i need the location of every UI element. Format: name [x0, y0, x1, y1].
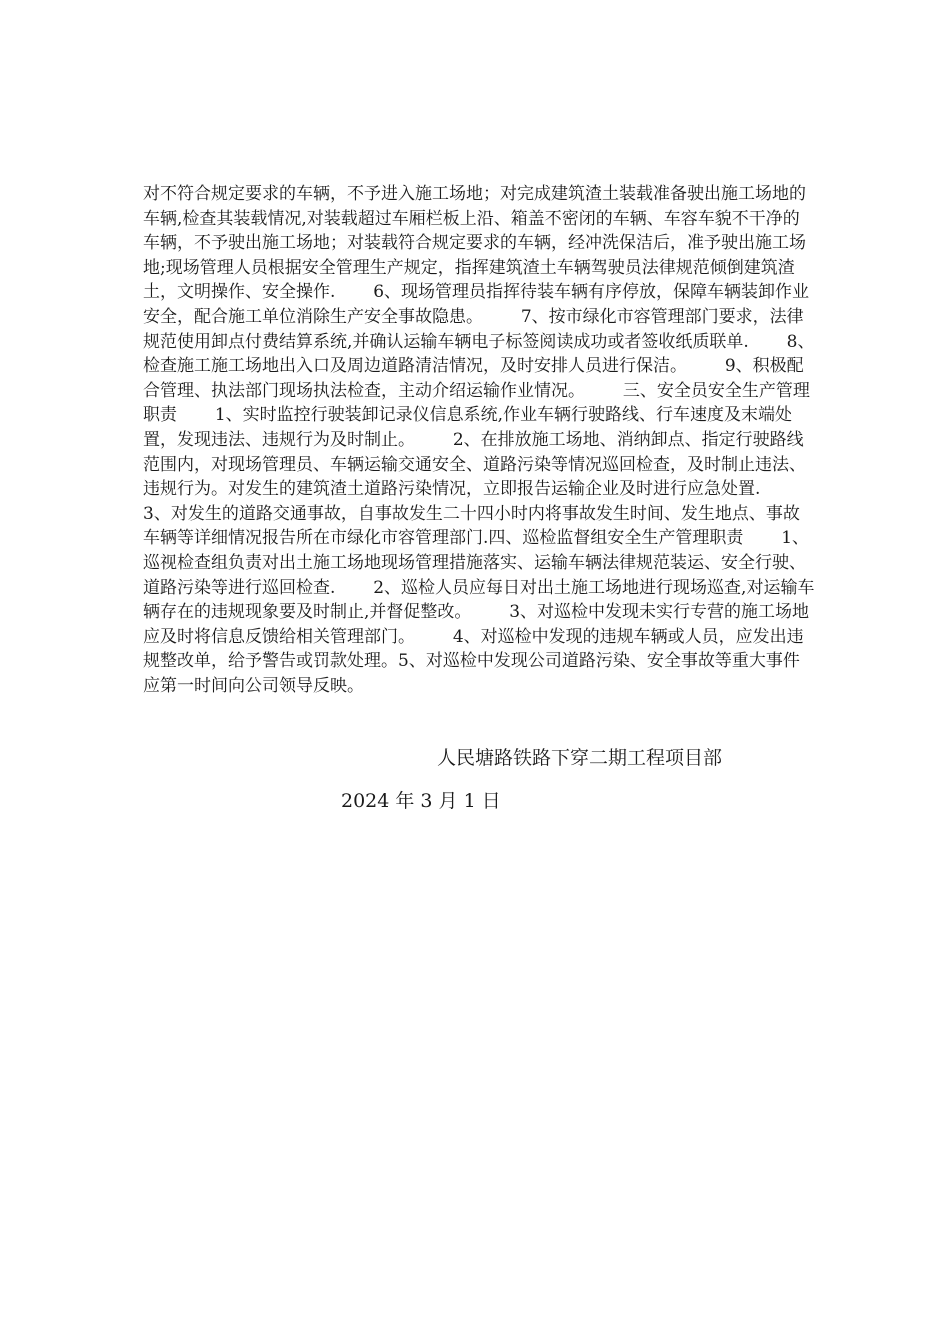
organization-signature: 人民塘路铁路下穿二期工程项目部	[437, 747, 723, 769]
body-paragraph: 对不符合规定要求的车辆，不予进入施工场地；对完成建筑渣土装载准备驶出施工场地的车辆,检查其装载情况,对装载超过车厢栏板上沿、箱盖不密闭的车辆、车容车貌不干净的车辆，不予驶出施工场地；对装载符合规定要求的车辆，经冲洗保洁后，准予驶出施工场地;现场管理人员根据安全管理生产规定，指挥建筑渣土车辆驾驶员法律规范倾倒建筑渣土，文明操作、安全操作. 6、现场管理员指挥待装车辆有序停放，保障车辆装卸作业安全，配合施工单位消除生产安全事故隐患。 7、按市绿化市容管理部门要求，法律规范使用卸点付费结算系统,并确认运输车辆电子标签阅读成功或者签收纸质联单. 8、检查施工施工场地出入口及周边道路清洁情况，及时安排人员进行保洁。 9、积极配合管理、执法部门现场执法检查，主动介绍运输作业情况。 三、安全员安全生产管理职责 1、实时监控行驶装卸记录仪信息系统,作业车辆行驶路线、行车速度及末端处置，发现违法、违规行为及时制止。 2、在排放施工场地、消纳卸点、指定行驶路线范围内，对现场管理员、车辆运输交通安全、道路污染等情况巡回检查，及时制止违法、违规行为。对发生的建筑渣土道路污染情况，立即报告运输企业及时进行应急处置. 3、对发生的道路交通事故，自事故发生二十四小时内将事故发生时间、发生地点、事故车辆等详细情况报告所在市绿化市容管理部门.四、巡检监督组安全生产管理职责 1、巡视检查组负责对出土施工场地现场管理措施落实、运输车辆法律规范装运、安全行驶、道路污染等进行巡回检查. 2、巡检人员应每日对出土施工场地进行现场巡查,对运输车辆存在的违规现象要及时制止,并督促整改。 3、对巡检中发现未实行专营的施工场地应及时将信息反馈给相关管理部门。 4、对巡检中发现的违规车辆或人员，应发出违规整改单，给予警告或罚款处理。5、对巡检中发现公司道路污染、安全事故等重大事件应第一时间向公司领导反映。	[143, 184, 815, 696]
document-date: 2024 年 3 月 1 日	[341, 790, 501, 812]
